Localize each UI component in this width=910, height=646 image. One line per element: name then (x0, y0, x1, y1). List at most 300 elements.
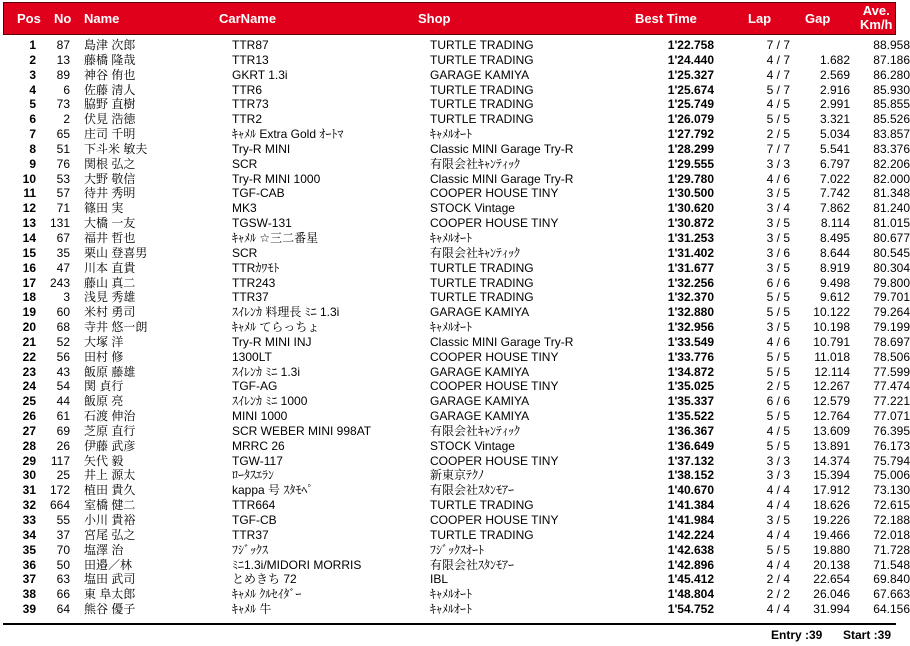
cell-best-time: 1'29.780 (667, 171, 714, 186)
cell-car-name: TTR6 (232, 82, 262, 97)
cell-best-time: 1'30.500 (667, 186, 714, 201)
cell-shop: COOPER HOUSE TINY (430, 216, 559, 231)
cell-pos: 23 (22, 364, 36, 379)
cell-no: 35 (56, 245, 70, 260)
cell-lap: 5 / 7 (766, 82, 790, 97)
cell-name: 田村 修 (84, 349, 124, 364)
cell-lap: 4 / 4 (766, 557, 790, 572)
cell-pos: 33 (22, 513, 36, 527)
cell-lap: 3 / 4 (766, 201, 790, 216)
table-row (0, 498, 910, 513)
cell-name: 塩田 武司 (84, 572, 136, 587)
cell-no: 64 (56, 602, 70, 617)
cell-no: 13 (56, 52, 70, 67)
table-row (0, 68, 910, 83)
cell-lap: 5 / 5 (766, 112, 790, 127)
header-best-time: Best Time (635, 11, 697, 26)
cell-lap: 5 / 5 (766, 438, 790, 453)
cell-name: 宮尾 弘之 (84, 527, 136, 542)
cell-gap: 12.267 (813, 379, 850, 394)
start-count: Start :39 (843, 628, 892, 642)
cell-shop: ｷｬﾒﾙｵｰﾄ (430, 587, 473, 602)
table-header (3, 2, 896, 35)
cell-no: 67 (56, 230, 70, 245)
cell-name: 寺井 悠一朗 (84, 320, 148, 335)
cell-no: 52 (56, 334, 70, 349)
cell-best-time: 1'34.872 (667, 364, 714, 379)
cell-best-time: 1'33.549 (667, 334, 714, 349)
cell-best-time: 1'33.776 (667, 349, 714, 364)
cell-gap: 26.046 (813, 587, 850, 602)
cell-car-name: ｷｬﾒﾙ 牛 (232, 602, 272, 617)
cell-car-name: TTR2 (232, 112, 262, 127)
cell-pos: 20 (22, 320, 36, 335)
cell-gap: 9.498 (819, 275, 850, 290)
cell-no: 131 (49, 216, 70, 231)
cell-ave-speed: 71.548 (873, 557, 910, 572)
cell-pos: 25 (22, 394, 36, 409)
cell-shop: COOPER HOUSE TINY (430, 513, 559, 527)
cell-car-name: ﾛｰﾀｽｴﾗﾝ (232, 468, 275, 483)
cell-no: 87 (56, 38, 70, 52)
cell-no: 65 (56, 127, 70, 142)
cell-shop: GARAGE KAMIYA (430, 409, 530, 424)
cell-car-name: とめきち 72 (232, 572, 297, 587)
table-row (0, 231, 910, 246)
cell-car-name: kappa 号 ｽﾀﾓﾍﾟ (232, 483, 314, 498)
cell-best-time: 1'31.402 (667, 245, 714, 260)
cell-pos: 3 (29, 67, 36, 82)
table-row (0, 483, 910, 498)
cell-pos: 28 (22, 438, 36, 453)
cell-gap: 19.466 (813, 527, 850, 542)
cell-shop: 有限会社ｷｬﾝﾃｨｯｸ (430, 423, 521, 438)
cell-name: 田邉／林 (84, 557, 133, 572)
table-row (0, 97, 910, 112)
cell-no: 37 (56, 527, 70, 542)
cell-car-name: GKRT 1.3i (232, 67, 288, 82)
table-row (0, 365, 910, 380)
cell-car-name: MK3 (232, 201, 257, 216)
cell-ave-speed: 85.855 (873, 97, 910, 112)
cell-name: 飯原 亮 (84, 394, 124, 409)
results-table (0, 38, 910, 617)
table-row (0, 53, 910, 68)
cell-lap: 4 / 4 (766, 483, 790, 498)
cell-lap: 3 / 3 (766, 468, 790, 483)
table-row (0, 439, 910, 454)
cell-best-time: 1'40.670 (667, 483, 714, 498)
cell-gap: 19.880 (813, 542, 850, 557)
cell-no: 2 (63, 112, 70, 127)
cell-ave-speed: 82.000 (873, 171, 910, 186)
cell-lap: 6 / 6 (766, 275, 790, 290)
cell-ave-speed: 72.615 (873, 498, 910, 513)
cell-gap: 8.114 (820, 216, 850, 231)
cell-gap: 2.916 (819, 82, 850, 97)
cell-car-name: TTR37 (232, 290, 269, 305)
cell-ave-speed: 77.221 (873, 394, 910, 409)
cell-lap: 2 / 5 (766, 127, 790, 142)
table-row (0, 38, 910, 53)
cell-best-time: 1'25.749 (667, 97, 714, 112)
cell-no: 69 (56, 423, 70, 438)
cell-best-time: 1'32.256 (667, 275, 714, 290)
cell-best-time: 1'36.367 (667, 423, 714, 438)
cell-shop: COOPER HOUSE TINY (430, 349, 559, 364)
cell-name: 関 貞行 (84, 379, 124, 394)
cell-ave-speed: 72.188 (873, 513, 910, 527)
cell-shop: ｷｬﾒﾙｵｰﾄ (430, 230, 473, 245)
table-row (0, 142, 910, 157)
cell-shop: 有限会社ｽﾀﾝﾓｱｰ (430, 483, 515, 498)
cell-ave-speed: 77.474 (873, 379, 910, 394)
cell-shop: TURTLE TRADING (430, 260, 534, 275)
cell-car-name: ｷｬﾒﾙ Extra Gold ｵｰﾄﾏ (232, 127, 344, 142)
cell-name: 大橋 一友 (84, 216, 136, 231)
results-body (0, 38, 910, 617)
cell-name: 大野 敬信 (84, 171, 136, 186)
cell-car-name: TTR87 (232, 38, 269, 52)
cell-lap: 5 / 5 (766, 364, 790, 379)
table-row (0, 157, 910, 172)
cell-gap (790, 38, 850, 53)
cell-name: 東 阜太郎 (84, 587, 136, 602)
cell-name: 熊谷 優子 (84, 602, 136, 617)
cell-ave-speed: 88.958 (873, 38, 910, 52)
cell-best-time: 1'30.620 (667, 201, 714, 216)
cell-car-name: Try-R MINI 1000 (232, 171, 321, 186)
cell-no: 55 (56, 513, 70, 527)
header-ave-line1: Ave. (862, 3, 890, 18)
cell-ave-speed: 75.794 (873, 453, 910, 468)
table-row (0, 409, 910, 424)
table-row (0, 305, 910, 320)
cell-pos: 10 (22, 171, 36, 186)
cell-shop: COOPER HOUSE TINY (430, 186, 559, 201)
cell-best-time: 1'41.984 (667, 513, 714, 527)
cell-ave-speed: 80.677 (873, 230, 910, 245)
cell-lap: 7 / 7 (766, 141, 790, 156)
cell-name: 塩澤 治 (84, 542, 124, 557)
cell-best-time: 1'25.327 (667, 67, 714, 82)
cell-shop: TURTLE TRADING (430, 82, 534, 97)
cell-ave-speed: 75.006 (873, 468, 910, 483)
cell-shop: Classic MINI Garage Try-R (430, 141, 574, 156)
cell-best-time: 1'22.758 (667, 38, 714, 52)
cell-pos: 31 (22, 483, 36, 498)
header-ave-speed (860, 4, 893, 35)
cell-ave-speed: 83.376 (873, 141, 910, 156)
cell-no: 3 (63, 290, 70, 305)
cell-ave-speed: 77.599 (873, 364, 910, 379)
cell-car-name: TTR664 (232, 498, 276, 513)
cell-ave-speed: 87.186 (873, 52, 910, 67)
cell-pos: 35 (22, 542, 36, 557)
cell-name: 栗山 登喜男 (84, 245, 148, 260)
entry-count: Entry :39 (771, 628, 823, 642)
cell-car-name: SCR (232, 156, 258, 171)
cell-pos: 22 (22, 349, 36, 364)
cell-car-name: ｽｲﾚﾝｶ ﾐﾆ 1.3i (232, 364, 301, 379)
cell-ave-speed: 79.800 (873, 275, 910, 290)
cell-pos: 7 (29, 127, 36, 142)
cell-ave-speed: 76.173 (873, 438, 910, 453)
header-shop: Shop (418, 11, 451, 26)
cell-lap: 3 / 3 (766, 156, 790, 171)
cell-lap: 4 / 6 (766, 334, 790, 349)
cell-car-name: TGF-AG (232, 379, 278, 394)
cell-best-time: 1'42.224 (667, 527, 714, 542)
cell-ave-speed: 71.728 (873, 542, 910, 557)
table-row (0, 602, 910, 617)
cell-no: 70 (56, 542, 70, 557)
cell-name: 井上 源太 (84, 468, 136, 483)
header-gap: Gap (805, 11, 831, 26)
cell-car-name: TGF-CB (232, 513, 277, 527)
cell-best-time: 1'41.384 (667, 498, 714, 513)
cell-best-time: 1'31.677 (667, 260, 714, 275)
cell-best-time: 1'29.555 (667, 156, 714, 171)
cell-lap: 2 / 2 (766, 587, 790, 602)
cell-lap: 6 / 6 (766, 394, 790, 409)
cell-shop: TURTLE TRADING (430, 52, 534, 67)
cell-gap: 3.321 (819, 112, 850, 127)
cell-shop: COOPER HOUSE TINY (430, 453, 559, 468)
cell-gap: 11.018 (814, 349, 850, 364)
cell-ave-speed: 72.018 (873, 527, 910, 542)
cell-no: 44 (56, 394, 70, 409)
table-row (0, 350, 910, 365)
cell-name: 脇野 直樹 (84, 97, 136, 112)
cell-pos: 13 (22, 216, 36, 231)
cell-pos: 34 (22, 527, 36, 542)
cell-name: 庄司 千明 (84, 127, 136, 142)
cell-car-name: SCR WEBER MINI 998AT (232, 423, 372, 438)
cell-lap: 7 / 7 (766, 38, 790, 52)
cell-no: 57 (56, 186, 70, 201)
cell-pos: 38 (22, 587, 36, 602)
cell-gap: 9.612 (819, 290, 850, 305)
cell-no: 56 (56, 349, 70, 364)
cell-name: 石渡 伸治 (84, 409, 136, 424)
cell-pos: 29 (22, 453, 36, 468)
table-row (0, 216, 910, 231)
cell-car-name: ｷｬﾒﾙ ☆三二番星 (232, 230, 319, 245)
cell-lap: 4 / 5 (766, 423, 790, 438)
cell-pos: 15 (22, 245, 36, 260)
cell-pos: 9 (29, 156, 36, 171)
cell-ave-speed: 79.199 (873, 320, 910, 335)
cell-car-name: ｽｲﾚﾝｶ ﾐﾆ 1000 (232, 394, 308, 409)
cell-lap: 3 / 6 (766, 245, 790, 260)
cell-car-name: TGSW-131 (232, 216, 292, 231)
table-row (0, 394, 910, 409)
cell-car-name: TTR73 (232, 97, 269, 112)
cell-name: 芝原 直行 (84, 423, 136, 438)
cell-lap: 3 / 5 (766, 513, 790, 527)
cell-ave-speed: 69.840 (873, 572, 910, 587)
cell-best-time: 1'24.440 (667, 52, 714, 67)
cell-car-name: MRRC 26 (232, 438, 285, 453)
cell-best-time: 1'26.079 (667, 112, 714, 127)
cell-no: 664 (49, 498, 70, 513)
cell-best-time: 1'32.956 (667, 320, 714, 335)
cell-shop: COOPER HOUSE TINY (430, 379, 559, 394)
cell-shop: GARAGE KAMIYA (430, 67, 530, 82)
cell-best-time: 1'42.638 (667, 542, 714, 557)
cell-shop: GARAGE KAMIYA (430, 394, 530, 409)
cell-no: 54 (56, 379, 70, 394)
cell-gap: 31.994 (813, 602, 850, 617)
cell-pos: 32 (22, 498, 36, 513)
cell-name: 大塚 洋 (84, 334, 124, 349)
cell-name: 藤山 真二 (84, 275, 136, 290)
cell-no: 47 (56, 260, 70, 275)
cell-gap: 13.609 (813, 423, 850, 438)
cell-lap: 4 / 4 (766, 602, 790, 617)
cell-pos: 24 (22, 379, 36, 394)
cell-car-name: TTR243 (232, 275, 276, 290)
cell-best-time: 1'32.370 (667, 290, 714, 305)
cell-gap: 8.495 (819, 230, 850, 245)
cell-best-time: 1'27.792 (667, 127, 714, 142)
cell-car-name: Try-R MINI INJ (232, 334, 312, 349)
cell-shop: ｷｬﾒﾙｵｰﾄ (430, 320, 473, 335)
cell-pos: 5 (29, 97, 36, 112)
cell-lap: 5 / 5 (766, 542, 790, 557)
cell-ave-speed: 85.930 (873, 82, 910, 97)
cell-gap: 17.912 (813, 483, 850, 498)
cell-shop: STOCK Vintage (430, 438, 515, 453)
cell-lap: 4 / 6 (766, 171, 790, 186)
cell-name: 待井 秀明 (84, 186, 136, 201)
cell-best-time: 1'31.253 (667, 230, 714, 245)
cell-pos: 30 (22, 468, 36, 483)
cell-shop: 有限会社ｽﾀﾝﾓｱｰ (430, 557, 515, 572)
cell-no: 243 (49, 275, 70, 290)
cell-pos: 36 (22, 557, 36, 572)
cell-no: 53 (56, 171, 70, 186)
cell-best-time: 1'54.752 (667, 602, 714, 617)
cell-best-time: 1'35.337 (667, 394, 714, 409)
cell-name: 植田 貴久 (84, 483, 136, 498)
cell-ave-speed: 78.697 (873, 334, 910, 349)
cell-name: 浅見 秀雄 (84, 290, 136, 305)
cell-lap: 4 / 5 (766, 97, 790, 112)
cell-gap: 7.022 (819, 171, 850, 186)
table-row (0, 335, 910, 350)
cell-shop: TURTLE TRADING (430, 527, 534, 542)
cell-gap: 22.654 (813, 572, 850, 587)
cell-lap: 3 / 5 (766, 320, 790, 335)
cell-ave-speed: 81.015 (873, 216, 910, 231)
cell-no: 43 (56, 364, 70, 379)
cell-pos: 6 (29, 112, 36, 127)
cell-ave-speed: 81.240 (873, 201, 910, 216)
cell-pos: 39 (22, 602, 36, 617)
cell-shop: Classic MINI Garage Try-R (430, 334, 574, 349)
cell-lap: 5 / 5 (766, 290, 790, 305)
cell-name: 伊藤 武彦 (84, 438, 136, 453)
cell-shop: TURTLE TRADING (430, 498, 534, 513)
cell-no: 60 (56, 305, 70, 320)
cell-gap: 10.198 (813, 320, 850, 335)
header-ave-line2: Km/h (860, 17, 893, 32)
cell-best-time: 1'28.299 (667, 141, 714, 156)
cell-no: 172 (49, 483, 70, 498)
table-row (0, 112, 910, 127)
cell-lap: 4 / 7 (766, 67, 790, 82)
cell-name: 飯原 藤雄 (84, 364, 136, 379)
cell-name: 福井 哲也 (84, 230, 136, 245)
table-row (0, 201, 910, 216)
cell-no: 51 (56, 141, 70, 156)
cell-lap: 5 / 5 (766, 349, 790, 364)
bottom-divider (3, 623, 896, 625)
cell-car-name: TTR37 (232, 527, 269, 542)
cell-car-name: 1300LT (232, 349, 272, 364)
cell-no: 66 (56, 587, 70, 602)
table-row (0, 513, 910, 528)
cell-shop: ｷｬﾒﾙｵｰﾄ (430, 602, 473, 617)
table-row (0, 572, 910, 587)
cell-pos: 19 (22, 305, 36, 320)
cell-ave-speed: 86.280 (873, 67, 910, 82)
cell-pos: 21 (22, 334, 36, 349)
cell-best-time: 1'35.522 (667, 409, 714, 424)
cell-best-time: 1'38.152 (667, 468, 714, 483)
table-row (0, 424, 910, 439)
table-row (0, 127, 910, 142)
table-row (0, 454, 910, 469)
cell-gap: 8.919 (819, 260, 850, 275)
cell-pos: 8 (29, 141, 36, 156)
cell-no: 26 (56, 438, 70, 453)
cell-car-name: SCR (232, 245, 258, 260)
cell-shop: TURTLE TRADING (430, 38, 534, 52)
table-row (0, 543, 910, 558)
cell-lap: 3 / 3 (766, 453, 790, 468)
cell-lap: 4 / 4 (766, 527, 790, 542)
cell-best-time: 1'32.880 (667, 305, 714, 320)
cell-gap: 12.764 (813, 409, 850, 424)
cell-pos: 11 (23, 186, 36, 201)
cell-name: 島津 次郎 (84, 38, 136, 52)
cell-shop: ｷｬﾒﾙｵｰﾄ (430, 127, 473, 142)
cell-car-name: ﾐﾆ1.3i/MIDORI MORRIS (232, 557, 362, 572)
cell-no: 6 (63, 82, 70, 97)
cell-ave-speed: 83.857 (873, 127, 910, 142)
cell-pos: 12 (22, 201, 36, 216)
cell-name: 篠田 実 (84, 201, 124, 216)
cell-ave-speed: 81.348 (873, 186, 910, 201)
cell-ave-speed: 82.206 (873, 156, 910, 171)
cell-best-time: 1'42.896 (667, 557, 714, 572)
cell-shop: 有限会社ｷｬﾝﾃｨｯｸ (430, 245, 521, 260)
cell-pos: 27 (22, 423, 36, 438)
cell-car-name: ｽｲﾚﾝｶ 料理長 ﾐﾆ 1.3i (232, 305, 340, 320)
cell-shop: TURTLE TRADING (430, 275, 534, 290)
cell-name: 矢代 毅 (84, 453, 124, 468)
cell-lap: 4 / 7 (766, 52, 790, 67)
table-row (0, 558, 910, 573)
cell-gap: 6.797 (819, 156, 850, 171)
header-lap: Lap (748, 11, 772, 26)
cell-no: 50 (56, 557, 70, 572)
cell-ave-speed: 78.506 (873, 349, 910, 364)
cell-gap: 14.374 (813, 453, 850, 468)
